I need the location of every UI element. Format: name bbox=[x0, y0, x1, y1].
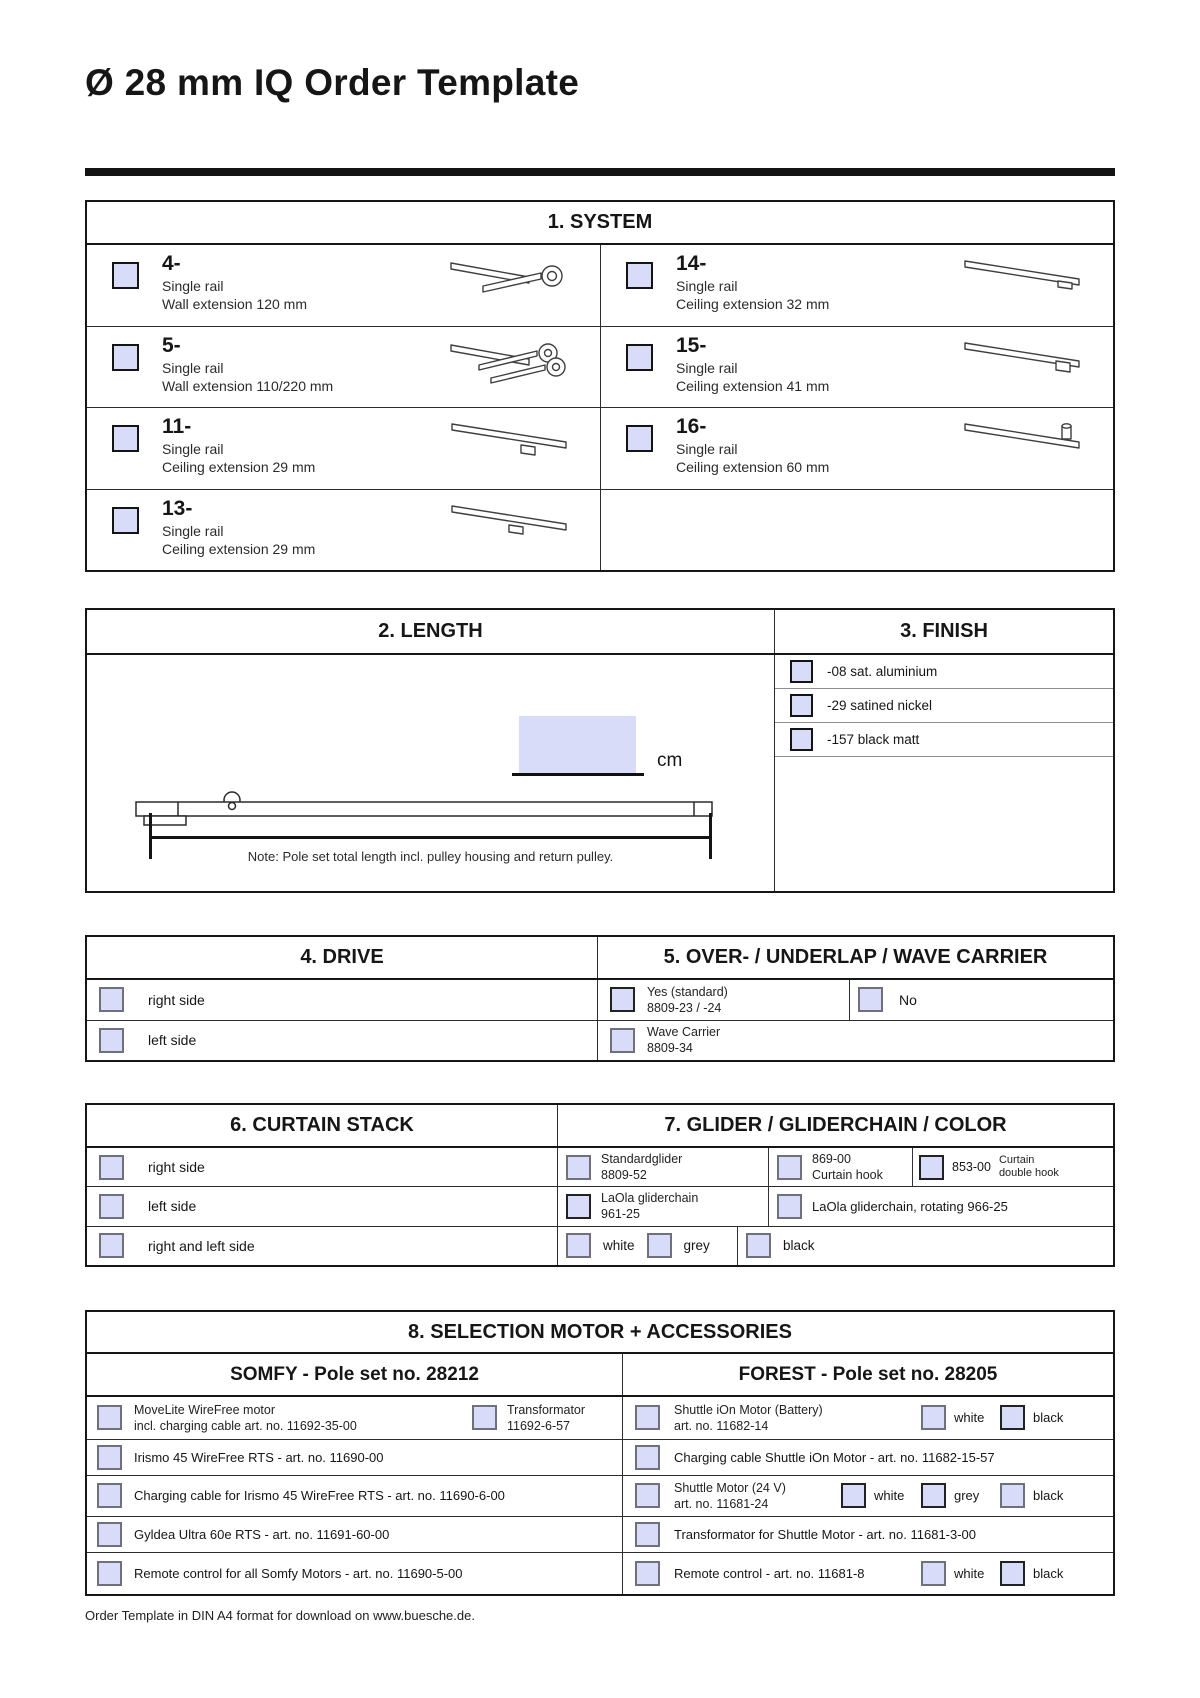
forest-charging-cable-label: Charging cable Shuttle iOn Motor - art. no. 11682-15-57 bbox=[674, 1449, 995, 1465]
finish-option bbox=[775, 723, 1113, 757]
checkbox-curtain-double-hook[interactable] bbox=[919, 1155, 944, 1180]
color-option-black: black bbox=[1000, 1405, 1063, 1430]
length-input[interactable] bbox=[519, 716, 636, 773]
checkbox-system-4[interactable] bbox=[112, 262, 139, 289]
curtain-stack-header: 6. CURTAIN STACK bbox=[87, 1105, 558, 1146]
checkbox-overlap-no[interactable] bbox=[858, 987, 883, 1012]
checkbox-shuttle-white[interactable] bbox=[841, 1483, 866, 1508]
checkbox-somfy-irismo[interactable] bbox=[97, 1445, 122, 1470]
system-option-15 bbox=[601, 327, 1113, 409]
stack-option-right bbox=[87, 1148, 558, 1186]
overlap-no-label: No bbox=[899, 991, 917, 1008]
glider-color-cell bbox=[558, 1227, 738, 1265]
glider-option-standardglider bbox=[558, 1148, 769, 1186]
option-line1: Single rail bbox=[676, 441, 738, 457]
checkbox-system-5[interactable] bbox=[112, 344, 139, 371]
checkbox-somfy-charging-cable[interactable] bbox=[97, 1483, 122, 1508]
option-code: 5- bbox=[162, 333, 181, 357]
drive-option-right bbox=[87, 980, 598, 1020]
checkbox-ion-white[interactable] bbox=[921, 1405, 946, 1430]
stack-option-both bbox=[87, 1227, 558, 1265]
somfy-remote-label: Remote control for all Somfy Motors - art. no. 11690-5-00 bbox=[134, 1566, 463, 1581]
somfy-transformator-label: Transformator 11692-6-57 bbox=[507, 1402, 586, 1433]
somfy-header: SOMFY - Pole set no. 28212 bbox=[87, 1354, 623, 1395]
somfy-remote-option bbox=[87, 1553, 623, 1594]
option-code: 16- bbox=[676, 415, 707, 438]
overlap-option-yes bbox=[598, 980, 850, 1020]
system-option-16 bbox=[601, 408, 1113, 490]
finish-option-label: -29 satined nickel bbox=[827, 698, 933, 713]
drive-option-label: right side bbox=[148, 991, 205, 1008]
overlap-option-no bbox=[850, 980, 1113, 1020]
standardglider-label: Standardglider 8809-52 bbox=[601, 1152, 683, 1183]
checkbox-forest-transformator[interactable] bbox=[635, 1522, 660, 1547]
option-code: 15- bbox=[676, 333, 707, 357]
checkbox-system-15[interactable] bbox=[626, 344, 653, 371]
double-hook-code: 853-00 bbox=[952, 1160, 991, 1175]
stack-option-label: right and left side bbox=[148, 1237, 255, 1254]
divider-rule bbox=[85, 168, 1115, 176]
color-label-grey: grey bbox=[683, 1238, 710, 1254]
option-line2: Ceiling extension 60 mm bbox=[676, 459, 830, 475]
checkbox-drive-left[interactable] bbox=[99, 1028, 124, 1053]
system-option-14 bbox=[601, 245, 1113, 327]
motor-header: 8. SELECTION MOTOR + ACCESSORIES bbox=[87, 1312, 1113, 1354]
somfy-movelite-label: MoveLite WireFree motor incl. charging cable art. no. 11692-35-00 bbox=[134, 1402, 357, 1433]
drive-header: 4. DRIVE bbox=[87, 937, 598, 978]
option-line2: Ceiling extension 32 mm bbox=[676, 296, 830, 312]
glider-option-double-hook bbox=[913, 1148, 1113, 1186]
ceiling-rail-illustration bbox=[449, 501, 574, 547]
system-table bbox=[85, 200, 1115, 572]
checkbox-somfy-transformator[interactable] bbox=[472, 1405, 497, 1430]
color-option-black: black bbox=[1000, 1483, 1063, 1508]
system-option-13 bbox=[87, 490, 600, 571]
option-line1: Single rail bbox=[676, 359, 738, 376]
checkbox-somfy-gyldea[interactable] bbox=[97, 1522, 122, 1547]
double-hook-label: Curtain double hook bbox=[998, 1154, 1059, 1180]
checkbox-finish-aluminium[interactable] bbox=[790, 660, 813, 683]
stack-option-left bbox=[87, 1187, 558, 1225]
curtain-hook-label: 869-00 Curtain hook bbox=[812, 1152, 883, 1183]
laola-label: LaOla gliderchain 961-25 bbox=[601, 1191, 699, 1222]
finish-header: 3. FINISH bbox=[900, 620, 988, 642]
length-input-underline bbox=[512, 773, 644, 776]
checkbox-system-13[interactable] bbox=[112, 507, 139, 534]
option-code: 14- bbox=[676, 252, 707, 275]
overlap-yes-label: Yes (standard) 8809-23 / -24 bbox=[647, 984, 728, 1015]
option-line2: Ceiling extension 41 mm bbox=[676, 377, 830, 394]
length-unit-label: cm bbox=[657, 750, 683, 771]
color-label-black: black bbox=[783, 1238, 815, 1254]
option-line1: Single rail bbox=[162, 359, 224, 376]
checkbox-standardglider[interactable] bbox=[566, 1155, 591, 1180]
checkbox-system-14[interactable] bbox=[626, 262, 653, 289]
forest-transformator-label: Transformator for Shuttle Motor - art. no. 11681-3-00 bbox=[674, 1526, 977, 1542]
option-code: 11- bbox=[162, 415, 192, 438]
finish-section bbox=[775, 655, 1113, 891]
option-line2: Ceiling extension 29 mm bbox=[162, 459, 316, 475]
checkbox-remote-black[interactable] bbox=[1000, 1561, 1025, 1586]
system-option-5 bbox=[87, 327, 600, 409]
wall-rail-double-illustration bbox=[449, 338, 574, 390]
forest-shuttle-motor-option bbox=[623, 1476, 1113, 1516]
option-line1: Single rail bbox=[162, 278, 224, 294]
option-line2: Wall extension 110/220 mm bbox=[162, 377, 334, 394]
checkbox-shuttle-grey[interactable] bbox=[921, 1483, 946, 1508]
glider-color-cell bbox=[738, 1227, 1113, 1265]
forest-charging-cable-option bbox=[623, 1440, 1113, 1476]
checkbox-forest-shuttle-motor[interactable] bbox=[635, 1483, 660, 1508]
page-title: Ø 28 mm IQ Order Template bbox=[85, 62, 580, 103]
checkbox-system-16[interactable] bbox=[626, 425, 653, 452]
glider-option-curtain-hook bbox=[769, 1148, 913, 1186]
pole-set-illustration bbox=[132, 790, 717, 832]
system-empty-cell bbox=[601, 490, 1113, 571]
checkbox-finish-nickel[interactable] bbox=[790, 694, 813, 717]
color-label-white: white bbox=[603, 1238, 635, 1254]
ceiling-rail-illustration bbox=[962, 338, 1087, 384]
footer-note: Order Template in DIN A4 format for download on www.buesche.de. bbox=[85, 1608, 475, 1623]
option-code: 13- bbox=[162, 496, 193, 520]
length-note: Note: Pole set total length incl. pulley housing and return pulley. bbox=[247, 849, 614, 864]
checkbox-forest-shuttle-ion[interactable] bbox=[635, 1405, 660, 1430]
checkbox-forest-remote[interactable] bbox=[635, 1561, 660, 1586]
forest-shuttle-motor-label: Shuttle Motor (24 V) art. no. 11681-24 bbox=[674, 1480, 786, 1511]
checkbox-shuttle-black[interactable] bbox=[1000, 1483, 1025, 1508]
system-header: 1. SYSTEM bbox=[87, 202, 1113, 245]
checkbox-somfy-movelite[interactable] bbox=[97, 1405, 122, 1430]
checkbox-laola[interactable] bbox=[566, 1194, 591, 1219]
dimension-line bbox=[149, 836, 712, 839]
color-option-white: white bbox=[921, 1405, 984, 1430]
checkbox-color-black[interactable] bbox=[746, 1233, 771, 1258]
forest-remote-label: Remote control - art. no. 11681-8 bbox=[674, 1566, 865, 1581]
checkbox-color-grey[interactable] bbox=[647, 1233, 672, 1258]
drive-overlap-table bbox=[85, 935, 1115, 1062]
checkbox-curtain-hook[interactable] bbox=[777, 1155, 802, 1180]
drive-option-left bbox=[87, 1021, 598, 1061]
checkbox-wave-carrier[interactable] bbox=[610, 1028, 635, 1053]
glider-header: 7. GLIDER / GLIDERCHAIN / COLOR bbox=[664, 1114, 1007, 1136]
somfy-gyldea-option bbox=[87, 1517, 623, 1553]
checkbox-stack-both[interactable] bbox=[99, 1233, 124, 1258]
system-option-11 bbox=[87, 408, 600, 490]
stack-glider-table bbox=[85, 1103, 1115, 1267]
forest-remote-option bbox=[623, 1553, 1113, 1594]
laola-rotating-label: LaOla gliderchain, rotating 966-25 bbox=[812, 1198, 1008, 1214]
checkbox-laola-rotating[interactable] bbox=[777, 1194, 802, 1219]
glider-option-laola bbox=[558, 1187, 769, 1225]
option-line2: Wall extension 120 mm bbox=[162, 296, 307, 312]
color-option-white: white bbox=[841, 1483, 904, 1508]
checkbox-remote-white[interactable] bbox=[921, 1561, 946, 1586]
finish-option-label: -157 black matt bbox=[827, 732, 920, 747]
length-header: 2. LENGTH bbox=[87, 610, 775, 653]
drive-option-label: left side bbox=[148, 1032, 197, 1049]
forest-header: FOREST - Pole set no. 28205 bbox=[738, 1363, 998, 1385]
checkbox-color-white[interactable] bbox=[566, 1233, 591, 1258]
checkbox-forest-charging-cable[interactable] bbox=[635, 1445, 660, 1470]
system-option-4 bbox=[87, 245, 600, 327]
checkbox-stack-right[interactable] bbox=[99, 1155, 124, 1180]
forest-transformator-option bbox=[623, 1517, 1113, 1553]
color-option-black: black bbox=[1000, 1561, 1063, 1586]
overlap-header: 5. OVER- / UNDERLAP / WAVE CARRIER bbox=[663, 946, 1048, 968]
ceiling-rail-illustration bbox=[449, 419, 574, 465]
somfy-gyldea-label: Gyldea Ultra 60e RTS - art. no. 11691-60-00 bbox=[134, 1526, 390, 1542]
option-line1: Single rail bbox=[162, 441, 224, 457]
somfy-charging-cable-label: Charging cable for Irismo 45 WireFree RTS - art. no. 11690-6-00 bbox=[134, 1488, 505, 1504]
finish-option-label: -08 sat. aluminium bbox=[827, 664, 938, 679]
option-line2: Ceiling extension 29 mm bbox=[162, 540, 316, 557]
forest-shuttle-ion-label: Shuttle iOn Motor (Battery) art. no. 11682-14 bbox=[674, 1402, 823, 1433]
glider-option-laola-rotating bbox=[769, 1187, 1113, 1225]
overlap-option-wave bbox=[598, 1021, 1113, 1061]
checkbox-stack-left[interactable] bbox=[99, 1194, 124, 1219]
motor-table bbox=[85, 1310, 1115, 1596]
ceiling-rail-cylinder-illustration bbox=[962, 419, 1087, 465]
wall-rail-illustration bbox=[449, 256, 574, 308]
finish-option bbox=[775, 655, 1113, 689]
option-code: 4- bbox=[162, 252, 181, 275]
length-finish-table bbox=[85, 608, 1115, 893]
forest-shuttle-ion-option bbox=[623, 1397, 1113, 1439]
checkbox-somfy-remote[interactable] bbox=[97, 1561, 122, 1586]
checkbox-ion-black[interactable] bbox=[1000, 1405, 1025, 1430]
ceiling-rail-illustration bbox=[962, 256, 1087, 302]
stack-option-label: left side bbox=[148, 1198, 197, 1215]
option-line1: Single rail bbox=[162, 522, 224, 539]
wave-carrier-label: Wave Carrier 8809-34 bbox=[647, 1025, 721, 1056]
somfy-irismo-option bbox=[87, 1440, 623, 1476]
color-option-grey: grey bbox=[921, 1483, 979, 1508]
length-section bbox=[87, 655, 775, 891]
checkbox-system-11[interactable] bbox=[112, 425, 139, 452]
stack-option-label: right side bbox=[148, 1159, 205, 1176]
checkbox-overlap-yes[interactable] bbox=[610, 987, 635, 1012]
somfy-transformator-option bbox=[472, 1402, 585, 1434]
checkbox-finish-black[interactable] bbox=[790, 728, 813, 751]
somfy-charging-cable-option bbox=[87, 1476, 623, 1516]
somfy-irismo-label: Irismo 45 WireFree RTS - art. no. 11690-00 bbox=[134, 1449, 384, 1465]
option-line1: Single rail bbox=[676, 278, 738, 294]
checkbox-drive-right[interactable] bbox=[99, 987, 124, 1012]
finish-option bbox=[775, 689, 1113, 723]
color-option-white: white bbox=[921, 1561, 984, 1586]
somfy-movelite-option bbox=[87, 1397, 623, 1439]
